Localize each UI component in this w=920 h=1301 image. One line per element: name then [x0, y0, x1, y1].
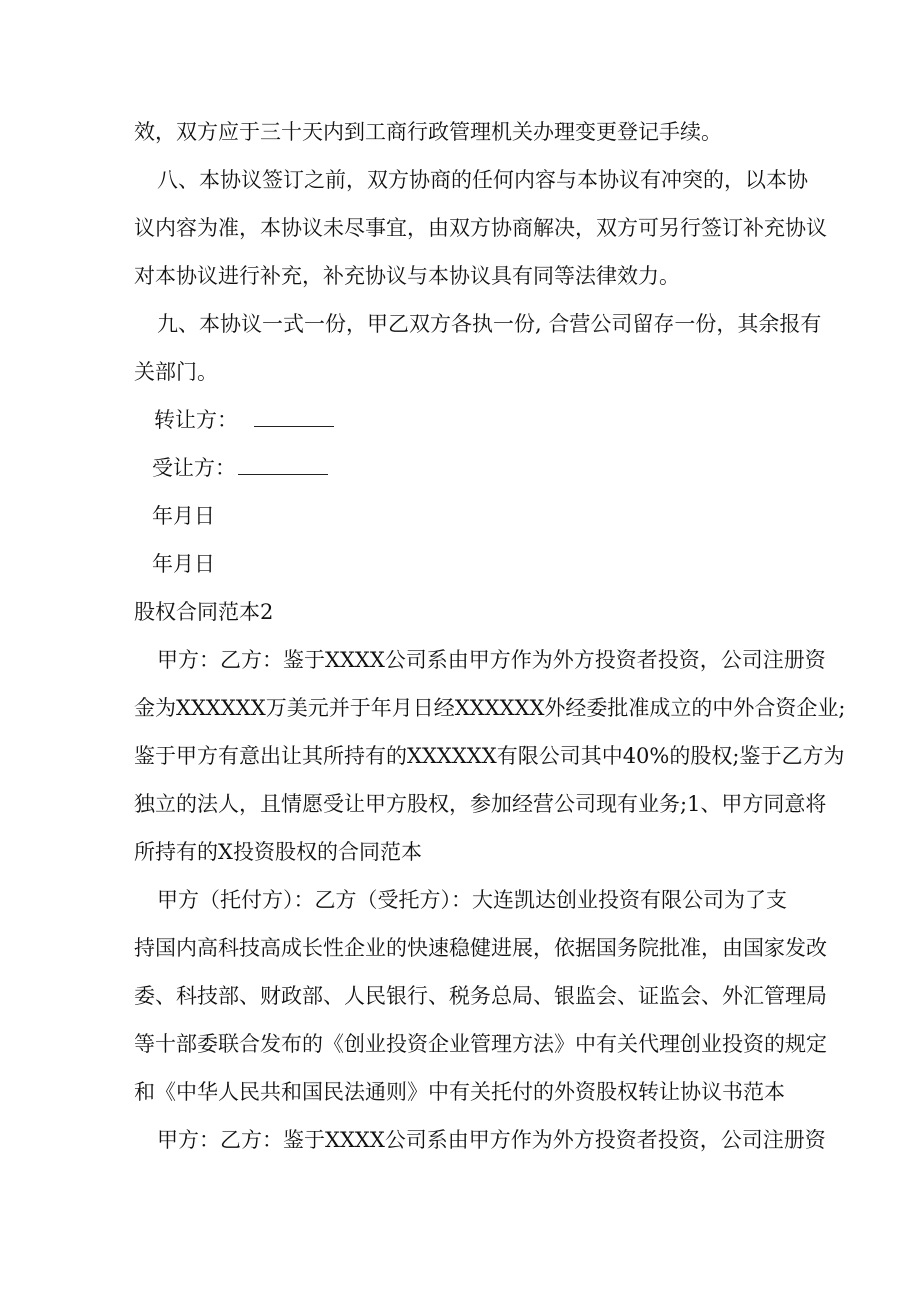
entrust-paragraph-line-5: 和《中华人民共和国民法通则》中有关托付的外资股权转让协议书范本	[134, 1080, 785, 1104]
entrust-paragraph-line-2: 持国内高科技高成长性企业的快速稳健进展，依据国务院批准，由国家发改	[134, 936, 827, 960]
transferor-signature-blank	[254, 408, 334, 427]
clause-8-line-3: 对本协议进行补充，补充协议与本协议具有同等法律效力。	[134, 264, 680, 288]
clause-8-line-1: 八、本协议签订之前，双方协商的任何内容与本协议有冲突的，以本协	[157, 168, 808, 192]
clause-9-line-1: 九、本协议一式一份，甲乙双方各执一份, 合营公司留存一份，其余报有	[157, 312, 822, 336]
date-line-2: 年月日	[152, 552, 215, 576]
transferee-label: 受让方：	[152, 456, 236, 480]
entrust-paragraph-line-3: 委、科技部、财政部、人民银行、税务总局、银监会、证监会、外汇管理局	[134, 984, 827, 1008]
section-title: 股权合同范本2	[134, 600, 274, 624]
paragraph-7-end: 效，双方应于三十天内到工商行政管理机关办理变更登记手续。	[134, 120, 722, 144]
contract-2-line-2: 金为XXXXXX万美元并于年月日经XXXXXX外经委批准成立的中外合资企业;	[134, 696, 846, 720]
final-paragraph-line-1: 甲方：乙方：鉴于XXXX公司系由甲方作为外方投资者投资，公司注册资	[157, 1128, 826, 1152]
contract-2-line-3: 鉴于甲方有意出让其所持有的XXXXXX有限公司其中40%的股权;鉴于乙方为	[134, 744, 845, 768]
transferor-label: 转让方：	[154, 408, 238, 432]
transferee-signature-blank	[238, 456, 328, 475]
date-line-1: 年月日	[152, 504, 215, 528]
transferee-signature-row	[152, 453, 328, 483]
contract-2-line-5: 所持有的X投资股权的合同范本	[134, 840, 422, 864]
clause-9-line-2: 关部门。	[134, 360, 218, 384]
entrust-paragraph-line-4: 等十部委联合发布的《创业投资企业管理方法》中有关代理创业投资的规定	[134, 1032, 827, 1056]
transferor-signature-row	[154, 405, 334, 435]
entrust-paragraph-line-1: 甲方（托付方）：乙方（受托方）：大连凯达创业投资有限公司为了支	[157, 888, 787, 912]
clause-8-line-2: 议内容为准，本协议未尽事宜，由双方协商解决，双方可另行签订补充协议	[134, 216, 827, 240]
contract-2-line-4: 独立的法人，且情愿受让甲方股权，参加经营公司现有业务;1、甲方同意将	[134, 792, 827, 816]
contract-2-line-1: 甲方：乙方：鉴于XXXX公司系由甲方作为外方投资者投资，公司注册资	[157, 648, 826, 672]
